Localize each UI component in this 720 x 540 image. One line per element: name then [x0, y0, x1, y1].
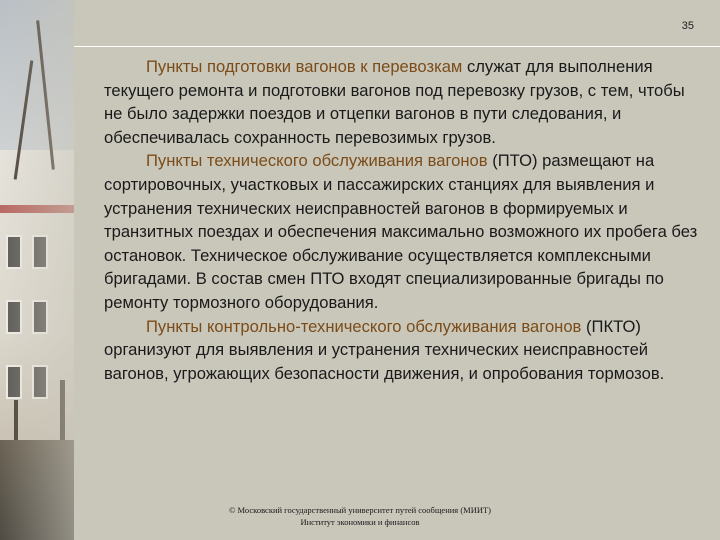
photo-fade: [0, 0, 74, 540]
paragraph: [104, 149, 700, 314]
paragraph: [104, 55, 700, 149]
body-text: [104, 55, 700, 385]
building-photo: [0, 0, 74, 540]
paragraph-text: (ПТО) размещают на сортировочных, участковых и пассажирских станциях для выявления и устранения технических неисправностей вагонов в формируемых и транзитных поездах и обеспечения максимально возможного их пробега без остановок. Техническое обслуживание осуществляется комплексными бригадами. В состав смен ПТО входят специализированные бригады по ремонту тормозного оборудования.: [104, 151, 698, 312]
header-rule: [74, 46, 720, 47]
page-number: 35: [681, 20, 694, 32]
paragraph-text: служат для выполнения текущего ремонта и подготовки вагонов под перевозку грузов, с тем, чтобы не было задержки поездов и отцепки вагонов в пути следования, и обеспечивалась сохранность перевозимых грузов.: [104, 57, 685, 147]
footer-copyright: © Московский государственный университет путей сообщения (МИИТ): [228, 505, 492, 515]
paragraph: [104, 315, 700, 386]
term-highlight: Пункты контрольно-технического обслуживания вагонов: [146, 316, 582, 336]
footer: [0, 504, 720, 528]
footer-institute: Институт экономики и финансов: [300, 517, 420, 527]
term-highlight: Пункты технического обслуживания вагонов: [146, 151, 488, 171]
paragraph-text: (ПКТО) организуют для выявления и устранения технических неисправностей вагонов, угрожающих безопасности движения, и опробования тормозов.: [104, 316, 665, 383]
term-highlight: Пункты подготовки вагонов к перевозкам: [146, 57, 463, 76]
